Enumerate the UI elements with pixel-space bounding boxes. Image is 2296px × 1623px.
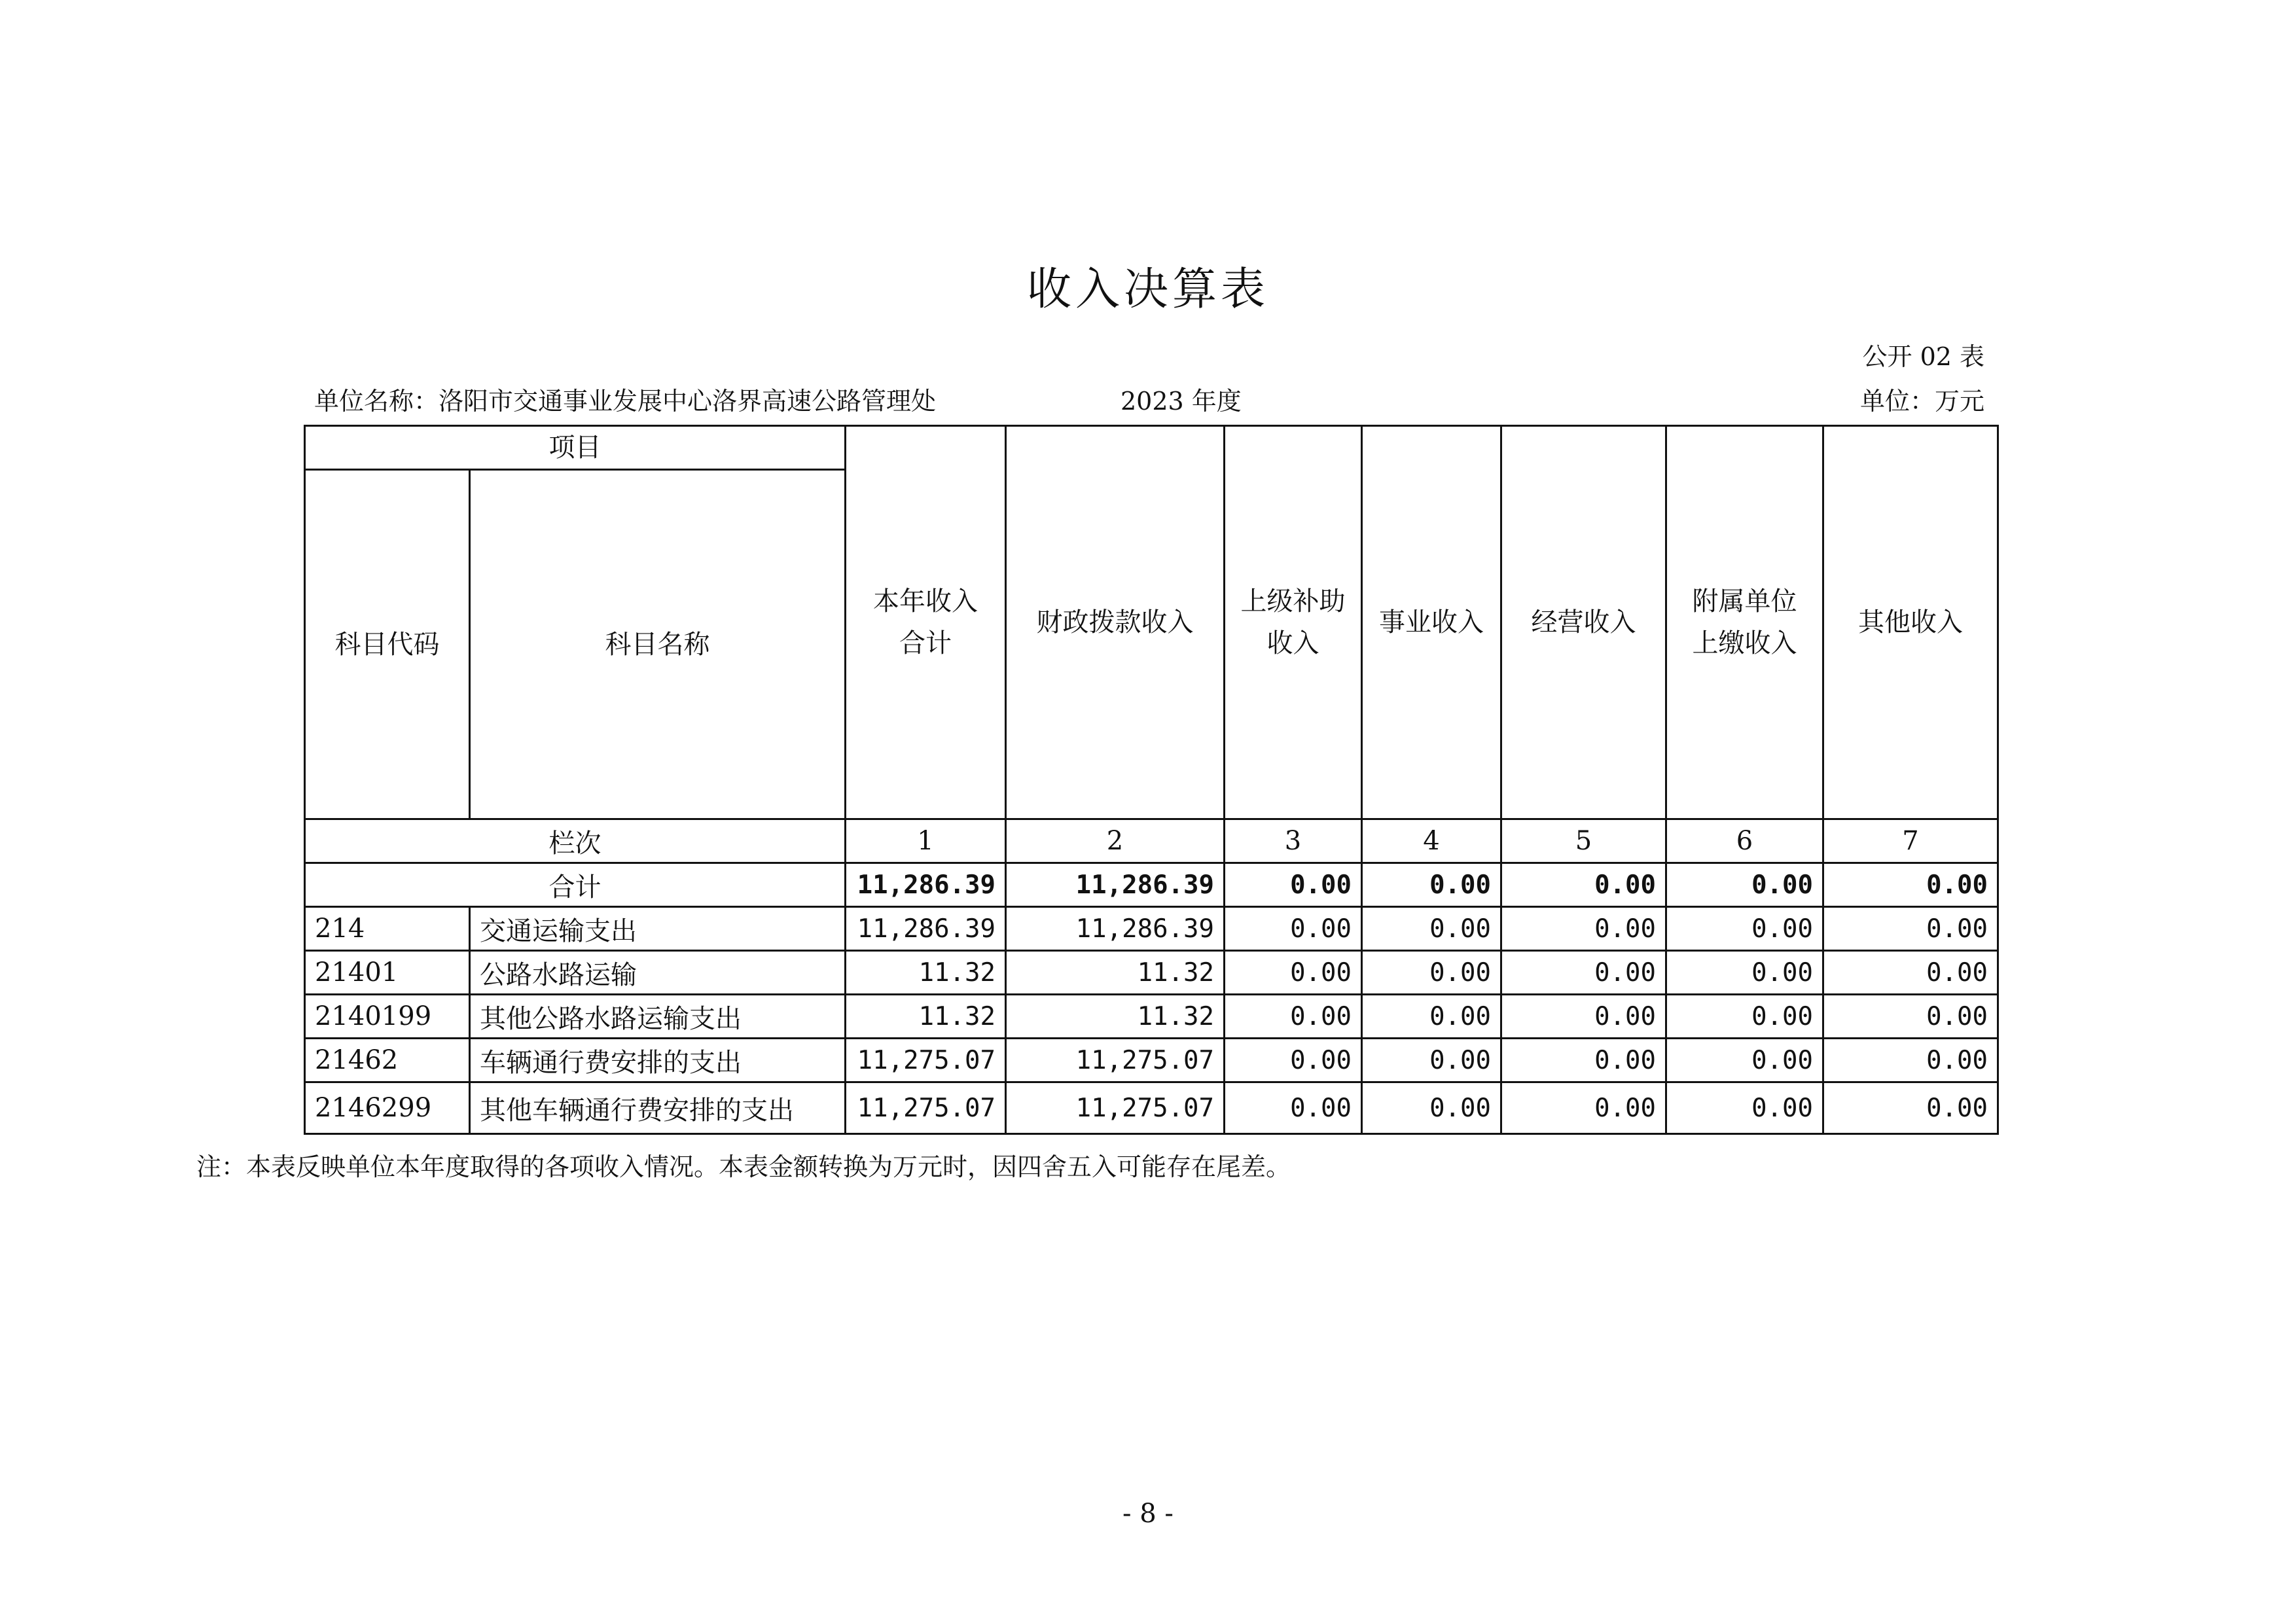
footnote: 注：本表反映单位本年度取得的各项收入情况。本表金额转换为万元时，因四舍五入可能存在尾差。 xyxy=(196,1152,1291,1181)
index-label: 栏次 xyxy=(305,819,846,863)
unit-name: 单位名称：洛阳市交通事业发展中心洛界高速公路管理处 xyxy=(314,387,937,416)
index-cell: 7 xyxy=(1823,819,1998,863)
total-row xyxy=(305,863,1998,907)
amount-cell: 0.00 xyxy=(1362,1039,1501,1082)
amount-cell: 11.32 xyxy=(846,995,1006,1039)
total-cell: 0.00 xyxy=(1362,863,1501,907)
subject-name: 交通运输支出 xyxy=(470,907,846,951)
amount-cell: 0.00 xyxy=(1225,1082,1362,1134)
amount-cell: 0.00 xyxy=(1666,995,1823,1039)
amount-cell: 11.32 xyxy=(1006,995,1225,1039)
amount-cell: 0.00 xyxy=(1225,951,1362,995)
amount-cell: 0.00 xyxy=(1823,1039,1998,1082)
fiscal-year: 2023 年度 xyxy=(1121,387,1242,416)
amount-cell: 11,275.07 xyxy=(1006,1039,1225,1082)
total-cell: 0.00 xyxy=(1501,863,1666,907)
page-title: 收入决算表 xyxy=(1026,264,1269,315)
subject-code: 21401 xyxy=(305,951,470,995)
amount-cell: 11,286.39 xyxy=(846,907,1006,951)
amount-cell: 0.00 xyxy=(1362,907,1501,951)
amount-cell: 0.00 xyxy=(1666,951,1823,995)
page-number: - 8 - xyxy=(1122,1499,1174,1529)
table-row xyxy=(305,907,1998,951)
amount-cell: 0.00 xyxy=(1823,1082,1998,1134)
header-affiliated-unit-income: 附属单位 上缴收入 xyxy=(1666,426,1823,819)
header-business-income: 事业收入 xyxy=(1362,426,1501,819)
table-row xyxy=(305,1039,1998,1082)
amount-cell: 0.00 xyxy=(1501,951,1666,995)
amount-cell: 0.00 xyxy=(1501,1082,1666,1134)
form-number: 公开 02 表 xyxy=(1862,342,1984,371)
subject-name: 公路水路运输 xyxy=(470,951,846,995)
index-cell: 5 xyxy=(1501,819,1666,863)
amount-cell: 0.00 xyxy=(1362,1082,1501,1134)
table-row xyxy=(305,951,1998,995)
subject-code: 214 xyxy=(305,907,470,951)
amount-cell: 11,275.07 xyxy=(846,1039,1006,1082)
header-project: 项目 xyxy=(305,426,846,470)
amount-cell: 0.00 xyxy=(1823,951,1998,995)
total-cell: 0.00 xyxy=(1225,863,1362,907)
subject-name: 其他公路水路运输支出 xyxy=(470,995,846,1039)
total-cell: 11,286.39 xyxy=(1006,863,1225,907)
header-total-income: 本年收入 合计 xyxy=(846,426,1006,819)
subject-code: 2140199 xyxy=(305,995,470,1039)
header-subject-code: 科目代码 xyxy=(305,470,470,819)
total-cell: 0.00 xyxy=(1823,863,1998,907)
currency-unit: 单位：万元 xyxy=(1859,387,1984,416)
header-operating-income: 经营收入 xyxy=(1501,426,1666,819)
amount-cell: 11.32 xyxy=(846,951,1006,995)
subject-code: 21462 xyxy=(305,1039,470,1082)
subject-name: 其他车辆通行费安排的支出 xyxy=(470,1082,846,1134)
amount-cell: 11,275.07 xyxy=(1006,1082,1225,1134)
total-cell: 0.00 xyxy=(1666,863,1823,907)
amount-cell: 0.00 xyxy=(1225,907,1362,951)
amount-cell: 0.00 xyxy=(1501,1039,1666,1082)
subject-name: 车辆通行费安排的支出 xyxy=(470,1039,846,1082)
subject-code: 2146299 xyxy=(305,1082,470,1134)
table-row xyxy=(305,1082,1998,1134)
index-cell: 6 xyxy=(1666,819,1823,863)
header-superior-subsidy: 上级补助 收入 xyxy=(1225,426,1362,819)
amount-cell: 11,275.07 xyxy=(846,1082,1006,1134)
amount-cell: 0.00 xyxy=(1501,995,1666,1039)
index-cell: 4 xyxy=(1362,819,1501,863)
total-label: 合计 xyxy=(305,863,846,907)
income-final-accounts-table xyxy=(304,425,1999,1135)
index-cell: 2 xyxy=(1006,819,1225,863)
table-row xyxy=(305,995,1998,1039)
amount-cell: 0.00 xyxy=(1225,995,1362,1039)
amount-cell: 0.00 xyxy=(1362,951,1501,995)
amount-cell: 11.32 xyxy=(1006,951,1225,995)
index-row xyxy=(305,819,1998,863)
amount-cell: 0.00 xyxy=(1362,995,1501,1039)
header-fiscal-appropriation: 财政拨款收入 xyxy=(1006,426,1225,819)
header-other-income: 其他收入 xyxy=(1823,426,1998,819)
amount-cell: 0.00 xyxy=(1501,907,1666,951)
total-cell: 11,286.39 xyxy=(846,863,1006,907)
amount-cell: 0.00 xyxy=(1666,907,1823,951)
amount-cell: 0.00 xyxy=(1666,1082,1823,1134)
header-subject-name: 科目名称 xyxy=(470,470,846,819)
index-cell: 3 xyxy=(1225,819,1362,863)
amount-cell: 11,286.39 xyxy=(1006,907,1225,951)
amount-cell: 0.00 xyxy=(1666,1039,1823,1082)
index-cell: 1 xyxy=(846,819,1006,863)
amount-cell: 0.00 xyxy=(1823,995,1998,1039)
amount-cell: 0.00 xyxy=(1823,907,1998,951)
amount-cell: 0.00 xyxy=(1225,1039,1362,1082)
